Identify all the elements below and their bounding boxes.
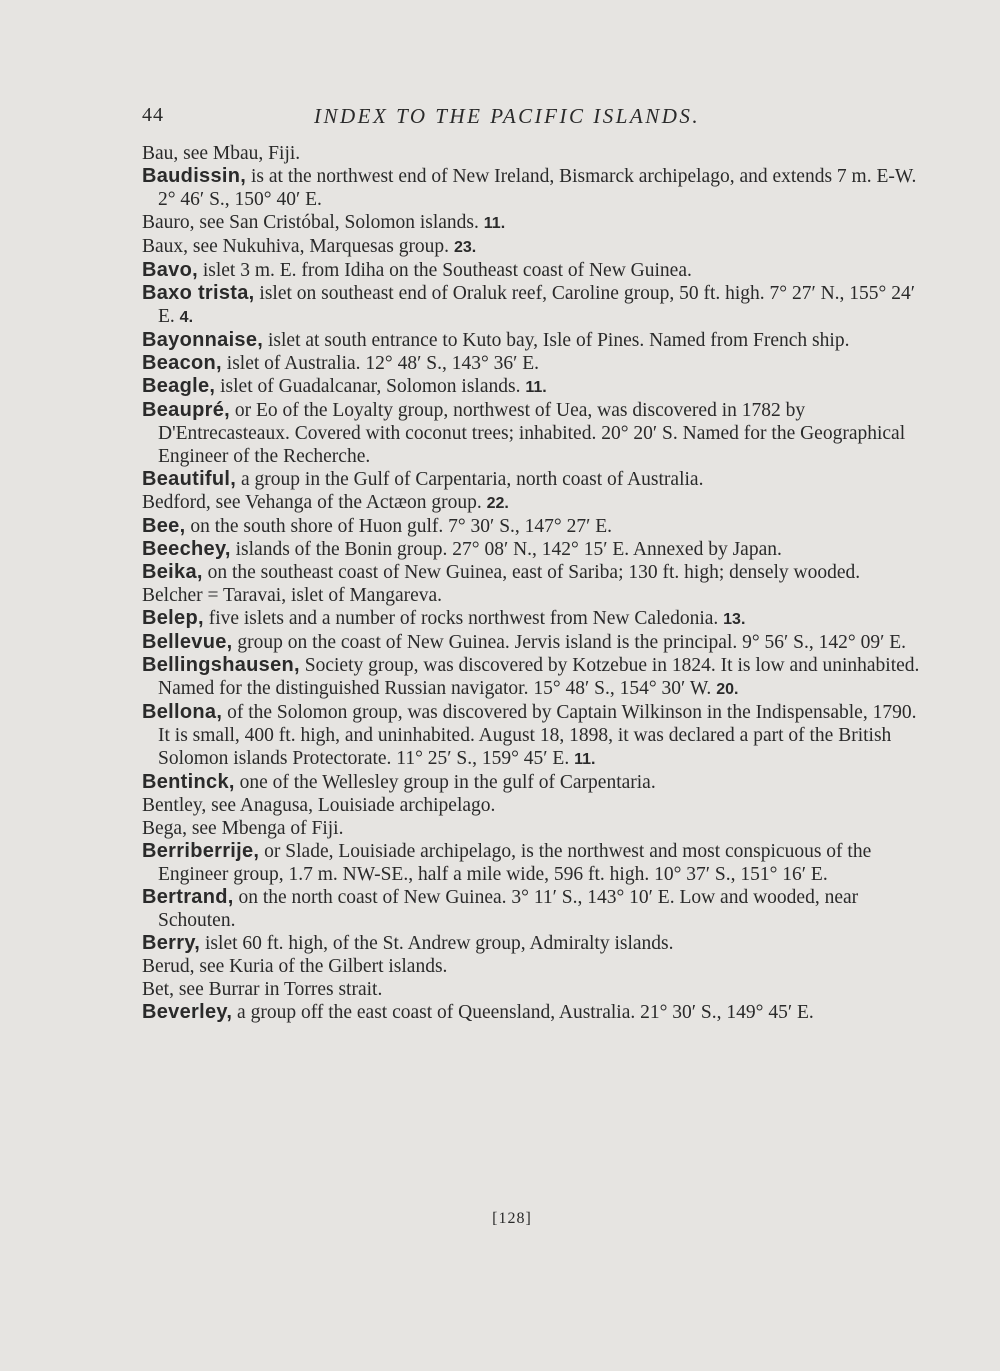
index-entry bbox=[142, 1001, 927, 1024]
entry-headword: Bee, bbox=[142, 515, 186, 537]
index-entry bbox=[142, 794, 927, 817]
entry-text: a group off the east coast of Queensland, Australia. 21° 30′ S., 149° 45′ E. bbox=[232, 1002, 814, 1023]
entry-map-number: 22. bbox=[486, 495, 509, 512]
entry-headword: Beautiful, bbox=[142, 468, 237, 490]
entry-text: islet of Australia. 12° 48′ S., 143° 36′ E. bbox=[221, 353, 540, 374]
entry-headword: Berry, bbox=[142, 932, 201, 954]
entry-map-number: 11. bbox=[483, 215, 506, 232]
entry-text: one of the Wellesley group in the gulf of Carpentaria. bbox=[234, 772, 656, 793]
entry-headword: Bertrand, bbox=[142, 886, 234, 908]
index-entry bbox=[142, 211, 927, 235]
entry-headword: Beika, bbox=[142, 561, 203, 583]
entry-headword: Bentinck, bbox=[142, 771, 235, 793]
entry-text: Bentley, see Anagusa, Louisiade archipelago. bbox=[142, 795, 496, 816]
entry-map-number: 4. bbox=[179, 309, 194, 326]
index-entry bbox=[142, 978, 927, 1001]
entry-text: Bet, see Burrar in Torres strait. bbox=[142, 979, 383, 1000]
index-entry bbox=[142, 259, 927, 282]
entry-headword: Baxo trista, bbox=[142, 282, 255, 304]
index-entry bbox=[142, 955, 927, 978]
entry-text: Bau, see Mbau, Fiji. bbox=[142, 143, 301, 164]
entry-map-number: 20. bbox=[716, 681, 739, 698]
entry-text: Bega, see Mbenga of Fiji. bbox=[142, 818, 344, 839]
index-entry bbox=[142, 631, 927, 654]
entry-headword: Berriberrije, bbox=[142, 840, 260, 862]
entry-text: of the Solomon group, was discovered by Captain Wilkinson in the Indispensable, 1790. It is small, 400 ft. high, and uninhabited. August 18, 1898, it was declared a part of the British Solomon islands Protectorate. 11° 25′ S., 159° 45′ E. bbox=[158, 702, 917, 769]
index-entry bbox=[142, 886, 927, 932]
index-entries bbox=[142, 142, 927, 1024]
index-entry bbox=[142, 352, 927, 375]
entry-text: islet at south entrance to Kuto bay, Isle of Pines. Named from French ship. bbox=[263, 330, 850, 351]
index-entry bbox=[142, 538, 927, 561]
entry-text: five islets and a number of rocks northwest from New Caledonia. bbox=[203, 608, 724, 629]
entry-headword: Beagle, bbox=[142, 375, 216, 397]
index-entry bbox=[142, 235, 927, 259]
entry-headword: Bellingshausen, bbox=[142, 654, 300, 676]
entry-text: Berud, see Kuria of the Gilbert islands. bbox=[142, 956, 448, 977]
index-entry bbox=[142, 329, 927, 352]
entry-text: is at the northwest end of New Ireland, Bismarck archipelago, and extends 7 m. E-W. 2° 46′ S., 150° 40′ E. bbox=[158, 166, 917, 210]
entry-headword: Beechey, bbox=[142, 538, 231, 560]
entry-map-number: 11. bbox=[525, 379, 547, 396]
running-title: INDEX TO THE PACIFIC ISLANDS. bbox=[314, 104, 701, 128]
index-entry bbox=[142, 932, 927, 955]
entry-headword: Bayonnaise, bbox=[142, 329, 264, 351]
page-footer bbox=[0, 1210, 1000, 1228]
page-header bbox=[142, 104, 762, 134]
index-entry bbox=[142, 491, 927, 515]
index-entry bbox=[142, 817, 927, 840]
index-entry bbox=[142, 584, 927, 607]
entry-text: Society group, was discovered by Kotzebue in 1824. It is low and uninhabited. Named for the distinguished Russian navigator. 15° 48′ S., 154° 30′ W. bbox=[158, 655, 920, 699]
entry-text: on the southeast coast of New Guinea, east of Sariba; 130 ft. high; densely wooded. bbox=[202, 562, 861, 583]
entry-headword: Belep, bbox=[142, 607, 204, 629]
entry-text: Belcher = Taravai, islet of Mangareva. bbox=[142, 585, 443, 606]
entry-text: islet 60 ft. high, of the St. Andrew group, Admiralty islands. bbox=[200, 933, 674, 954]
index-entry bbox=[142, 165, 927, 211]
entry-map-number: 23. bbox=[453, 239, 477, 256]
index-entry bbox=[142, 701, 927, 771]
entry-text: islet 3 m. E. from Idiha on the Southeast coast of New Guinea. bbox=[197, 260, 692, 281]
entry-text: a group in the Gulf of Carpentaria, north coast of Australia. bbox=[236, 469, 704, 490]
entry-headword: Beaupré, bbox=[142, 399, 230, 421]
entry-text: islet of Guadalcanar, Solomon islands. bbox=[215, 376, 526, 397]
index-entry bbox=[142, 840, 927, 886]
index-entry bbox=[142, 515, 927, 538]
page-marker: [128] bbox=[492, 1210, 532, 1227]
entry-headword: Bellona, bbox=[142, 701, 223, 723]
index-entry bbox=[142, 142, 927, 165]
entry-headword: Bavo, bbox=[142, 259, 198, 281]
entry-text: on the south shore of Huon gulf. 7° 30′ S., 147° 27′ E. bbox=[185, 516, 613, 537]
index-entry bbox=[142, 399, 927, 468]
index-entry bbox=[142, 654, 927, 701]
entry-text: on the north coast of New Guinea. 3° 11′ S., 143° 10′ E. Low and wooded, near Schouten. bbox=[158, 887, 859, 931]
entry-map-number: 13. bbox=[723, 611, 746, 628]
index-entry bbox=[142, 561, 927, 584]
index-entry bbox=[142, 282, 927, 329]
entry-text: or Eo of the Loyalty group, northwest of Uea, was discovered in 1782 by D'Entrecasteaux. Covered with coconut trees; inhabited. 20° 20′ S. Named for the Geographical Engineer of the Recherche. bbox=[158, 400, 906, 467]
index-entry bbox=[142, 468, 927, 491]
entry-text: Bedford, see Vehanga of the Actæon group. bbox=[142, 492, 487, 513]
entry-text: islands of the Bonin group. 27° 08′ N., 142° 15′ E. Annexed by Japan. bbox=[230, 539, 782, 560]
index-entry bbox=[142, 607, 927, 631]
entry-headword: Beverley, bbox=[142, 1001, 233, 1023]
entry-headword: Baudissin, bbox=[142, 165, 247, 187]
entry-text: group on the coast of New Guinea. Jervis island is the principal. 9° 56′ S., 142° 09′ E. bbox=[232, 632, 907, 653]
entry-text: or Slade, Louisiade archipelago, is the northwest and most conspicuous of the Engineer group, 1.7 m. NW-SE., half a mile wide, 596 ft. high. 10° 37′ S., 151° 16′ E. bbox=[158, 841, 872, 885]
page-number: 44 bbox=[142, 104, 164, 126]
index-entry bbox=[142, 771, 927, 794]
entry-text: Bauro, see San Cristóbal, Solomon islands. bbox=[142, 212, 484, 233]
index-entry bbox=[142, 375, 927, 399]
entry-headword: Beacon, bbox=[142, 352, 222, 374]
entry-map-number: 11. bbox=[574, 751, 596, 768]
entry-headword: Bellevue, bbox=[142, 631, 233, 653]
entry-text: Baux, see Nukuhiva, Marquesas group. bbox=[142, 236, 454, 257]
entry-text: islet on southeast end of Oraluk reef, Caroline group, 50 ft. high. 7° 27′ N., 155° 24′ E. bbox=[158, 283, 915, 327]
